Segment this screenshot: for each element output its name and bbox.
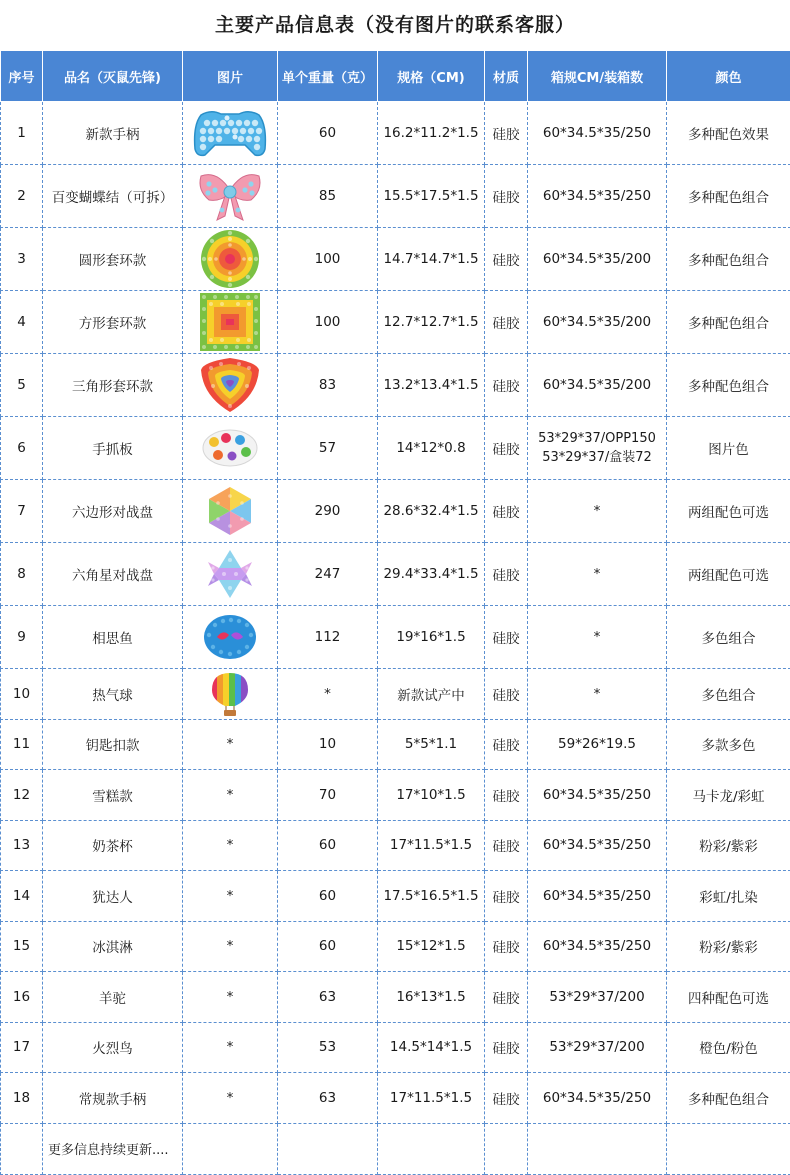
cell-image <box>183 417 278 480</box>
cell-material: 硅胶 <box>485 770 528 821</box>
table-row <box>1 543 790 606</box>
cell-box <box>528 417 667 480</box>
gamepad-icon <box>191 105 269 161</box>
cell-size: 5*5*1.1 <box>378 719 485 770</box>
cell-image <box>183 480 278 543</box>
cell-empty <box>667 1123 790 1174</box>
more-info-note: 更多信息持续更新.... <box>43 1123 183 1174</box>
cell-size: 28.6*32.4*1.5 <box>378 480 485 543</box>
table-row <box>1 228 790 291</box>
cell-weight: 53 <box>278 1022 378 1073</box>
cell-weight: 100 <box>278 291 378 354</box>
cell-color: 多种配色组合 <box>667 165 790 228</box>
cell-box-line: 53*29*37/盒装72 <box>530 448 664 467</box>
cell-name: 三角形套环款 <box>43 354 183 417</box>
cell-box: 60*34.5*35/250 <box>528 820 667 871</box>
column-header-weight: 单个重量（克） <box>278 51 378 102</box>
cell-color: 多种配色效果 <box>667 102 790 165</box>
cell-image <box>183 291 278 354</box>
cell-color: 多种配色组合 <box>667 291 790 354</box>
cell-weight: 247 <box>278 543 378 606</box>
cell-size: 新款试产中 <box>378 669 485 720</box>
cell-weight: 63 <box>278 972 378 1023</box>
column-header-box: 箱规CM/装箱数 <box>528 51 667 102</box>
cell-material: 硅胶 <box>485 719 528 770</box>
palette-icon <box>202 428 258 468</box>
cell-empty <box>183 1123 278 1174</box>
page-title: 主要产品信息表（没有图片的联系客服） <box>0 0 790 50</box>
cell-box: 60*34.5*35/250 <box>528 165 667 228</box>
table-row <box>1 165 790 228</box>
cell-no: 13 <box>1 820 43 871</box>
cell-material: 硅胶 <box>485 606 528 669</box>
cell-no: 10 <box>1 669 43 720</box>
cell-empty <box>378 1123 485 1174</box>
cell-no: 8 <box>1 543 43 606</box>
cell-box: 60*34.5*35/200 <box>528 228 667 291</box>
cell-name: 六角星对战盘 <box>43 543 183 606</box>
cell-material: 硅胶 <box>485 543 528 606</box>
table-row <box>1 770 790 821</box>
table-row <box>1 291 790 354</box>
cell-material: 硅胶 <box>485 480 528 543</box>
cell-color: 多款多色 <box>667 719 790 770</box>
cell-box: * <box>528 543 667 606</box>
cell-empty <box>1 1123 43 1174</box>
cell-no: 11 <box>1 719 43 770</box>
cell-box: 60*34.5*35/250 <box>528 871 667 922</box>
column-header-image: 图片 <box>183 51 278 102</box>
cell-color: 多色组合 <box>667 606 790 669</box>
column-header-material: 材质 <box>485 51 528 102</box>
cell-color: 四种配色可选 <box>667 972 790 1023</box>
table-header-row <box>1 51 790 102</box>
cell-box-line: 53*29*37/OPP150 <box>530 429 664 448</box>
cell-material: 硅胶 <box>485 669 528 720</box>
cell-image: * <box>183 1073 278 1124</box>
table-row <box>1 820 790 871</box>
cell-material: 硅胶 <box>485 417 528 480</box>
cell-size: 12.7*12.7*1.5 <box>378 291 485 354</box>
cell-image <box>183 543 278 606</box>
cell-empty <box>528 1123 667 1174</box>
cell-material: 硅胶 <box>485 820 528 871</box>
cell-no: 16 <box>1 972 43 1023</box>
circle-rings-icon <box>200 229 260 289</box>
cell-material: 硅胶 <box>485 228 528 291</box>
cell-weight: 290 <box>278 480 378 543</box>
cell-color: 马卡龙/彩虹 <box>667 770 790 821</box>
table-row <box>1 871 790 922</box>
cell-no: 2 <box>1 165 43 228</box>
cell-weight: 60 <box>278 921 378 972</box>
cell-weight: 83 <box>278 354 378 417</box>
cell-weight: 60 <box>278 102 378 165</box>
square-rings-icon <box>200 293 260 351</box>
cell-no: 15 <box>1 921 43 972</box>
column-header-name: 品名（灭鼠先锋) <box>43 51 183 102</box>
table-row <box>1 669 790 720</box>
cell-box: 60*34.5*35/250 <box>528 921 667 972</box>
cell-empty <box>278 1123 378 1174</box>
cell-no: 4 <box>1 291 43 354</box>
table-row <box>1 719 790 770</box>
cell-color: 彩虹/扎染 <box>667 871 790 922</box>
cell-name: 钥匙扣款 <box>43 719 183 770</box>
cell-color: 两组配色可选 <box>667 480 790 543</box>
cell-image: * <box>183 871 278 922</box>
cell-size: 16*13*1.5 <box>378 972 485 1023</box>
cell-box: * <box>528 669 667 720</box>
table-row <box>1 102 790 165</box>
cell-material: 硅胶 <box>485 102 528 165</box>
cell-color: 多色组合 <box>667 669 790 720</box>
cell-box: 60*34.5*35/250 <box>528 102 667 165</box>
cell-color: 两组配色可选 <box>667 543 790 606</box>
cell-material: 硅胶 <box>485 871 528 922</box>
cell-image: * <box>183 921 278 972</box>
cell-name: 火烈鸟 <box>43 1022 183 1073</box>
table-row <box>1 480 790 543</box>
cell-material: 硅胶 <box>485 921 528 972</box>
cell-name: 百变蝴蝶结（可拆） <box>43 165 183 228</box>
table-row <box>1 354 790 417</box>
cell-no: 1 <box>1 102 43 165</box>
cell-box: 60*34.5*35/250 <box>528 1073 667 1124</box>
kissing-fish-icon <box>203 613 257 661</box>
cell-name: 羊驼 <box>43 972 183 1023</box>
cell-size: 29.4*33.4*1.5 <box>378 543 485 606</box>
cell-name: 雪糕款 <box>43 770 183 821</box>
cell-size: 14.7*14.7*1.5 <box>378 228 485 291</box>
footer-row <box>1 1123 790 1174</box>
cell-name: 圆形套环款 <box>43 228 183 291</box>
cell-weight: 57 <box>278 417 378 480</box>
cell-material: 硅胶 <box>485 354 528 417</box>
cell-name: 六边形对战盘 <box>43 480 183 543</box>
cell-box: 60*34.5*35/200 <box>528 354 667 417</box>
table-row <box>1 972 790 1023</box>
hexagram-board-icon <box>204 548 256 600</box>
cell-weight: 70 <box>278 770 378 821</box>
cell-size: 15.5*17.5*1.5 <box>378 165 485 228</box>
cell-image: * <box>183 1022 278 1073</box>
cell-no: 18 <box>1 1073 43 1124</box>
cell-color: 多种配色组合 <box>667 1073 790 1124</box>
cell-weight: 100 <box>278 228 378 291</box>
cell-no: 9 <box>1 606 43 669</box>
cell-image: * <box>183 820 278 871</box>
cell-material: 硅胶 <box>485 165 528 228</box>
table-row <box>1 417 790 480</box>
cell-name: 常规款手柄 <box>43 1073 183 1124</box>
table-row <box>1 1022 790 1073</box>
table-row <box>1 606 790 669</box>
cell-material: 硅胶 <box>485 972 528 1023</box>
cell-size: 17.5*16.5*1.5 <box>378 871 485 922</box>
triangle-rings-icon <box>199 356 261 414</box>
cell-size: 14*12*0.8 <box>378 417 485 480</box>
cell-color: 粉彩/紫彩 <box>667 921 790 972</box>
cell-image <box>183 669 278 720</box>
cell-material: 硅胶 <box>485 291 528 354</box>
column-header-no: 序号 <box>1 51 43 102</box>
cell-size: 14.5*14*1.5 <box>378 1022 485 1073</box>
cell-box: 53*29*37/200 <box>528 972 667 1023</box>
cell-box: * <box>528 606 667 669</box>
cell-name: 奶茶杯 <box>43 820 183 871</box>
cell-size: 15*12*1.5 <box>378 921 485 972</box>
cell-image <box>183 354 278 417</box>
cell-size: 17*10*1.5 <box>378 770 485 821</box>
cell-no: 3 <box>1 228 43 291</box>
cell-name: 冰淇淋 <box>43 921 183 972</box>
cell-no: 5 <box>1 354 43 417</box>
cell-image <box>183 165 278 228</box>
table-row <box>1 1073 790 1124</box>
cell-box: 60*34.5*35/250 <box>528 770 667 821</box>
cell-image: * <box>183 972 278 1023</box>
cell-no: 14 <box>1 871 43 922</box>
cell-size: 16.2*11.2*1.5 <box>378 102 485 165</box>
cell-weight: 63 <box>278 1073 378 1124</box>
cell-no: 6 <box>1 417 43 480</box>
cell-box: 60*34.5*35/200 <box>528 291 667 354</box>
cell-material: 硅胶 <box>485 1022 528 1073</box>
cell-name: 手抓板 <box>43 417 183 480</box>
hexagon-board-icon <box>206 486 254 536</box>
cell-box: 59*26*19.5 <box>528 719 667 770</box>
bow-icon <box>195 168 265 224</box>
cell-color: 粉彩/紫彩 <box>667 820 790 871</box>
cell-name: 方形套环款 <box>43 291 183 354</box>
cell-no: 7 <box>1 480 43 543</box>
cell-weight: 10 <box>278 719 378 770</box>
product-table <box>0 50 790 1175</box>
cell-image <box>183 102 278 165</box>
cell-size: 19*16*1.5 <box>378 606 485 669</box>
cell-color: 多种配色组合 <box>667 354 790 417</box>
table-row <box>1 921 790 972</box>
cell-weight: 112 <box>278 606 378 669</box>
cell-image <box>183 228 278 291</box>
cell-size: 13.2*13.4*1.5 <box>378 354 485 417</box>
cell-color: 多种配色组合 <box>667 228 790 291</box>
cell-no: 17 <box>1 1022 43 1073</box>
cell-image: * <box>183 719 278 770</box>
cell-weight: * <box>278 669 378 720</box>
column-header-color: 颜色 <box>667 51 790 102</box>
cell-box: 53*29*37/200 <box>528 1022 667 1073</box>
cell-name: 热气球 <box>43 669 183 720</box>
cell-weight: 60 <box>278 820 378 871</box>
cell-no: 12 <box>1 770 43 821</box>
cell-weight: 85 <box>278 165 378 228</box>
cell-image <box>183 606 278 669</box>
cell-empty <box>485 1123 528 1174</box>
cell-size: 17*11.5*1.5 <box>378 1073 485 1124</box>
cell-image: * <box>183 770 278 821</box>
cell-name: 相思鱼 <box>43 606 183 669</box>
cell-box: * <box>528 480 667 543</box>
cell-color: 橙色/粉色 <box>667 1022 790 1073</box>
cell-name: 犹达人 <box>43 871 183 922</box>
cell-material: 硅胶 <box>485 1073 528 1124</box>
cell-name: 新款手柄 <box>43 102 183 165</box>
cell-weight: 60 <box>278 871 378 922</box>
cell-color: 图片色 <box>667 417 790 480</box>
hot-air-balloon-icon <box>211 672 249 716</box>
cell-size: 17*11.5*1.5 <box>378 820 485 871</box>
column-header-size: 规格（CM) <box>378 51 485 102</box>
